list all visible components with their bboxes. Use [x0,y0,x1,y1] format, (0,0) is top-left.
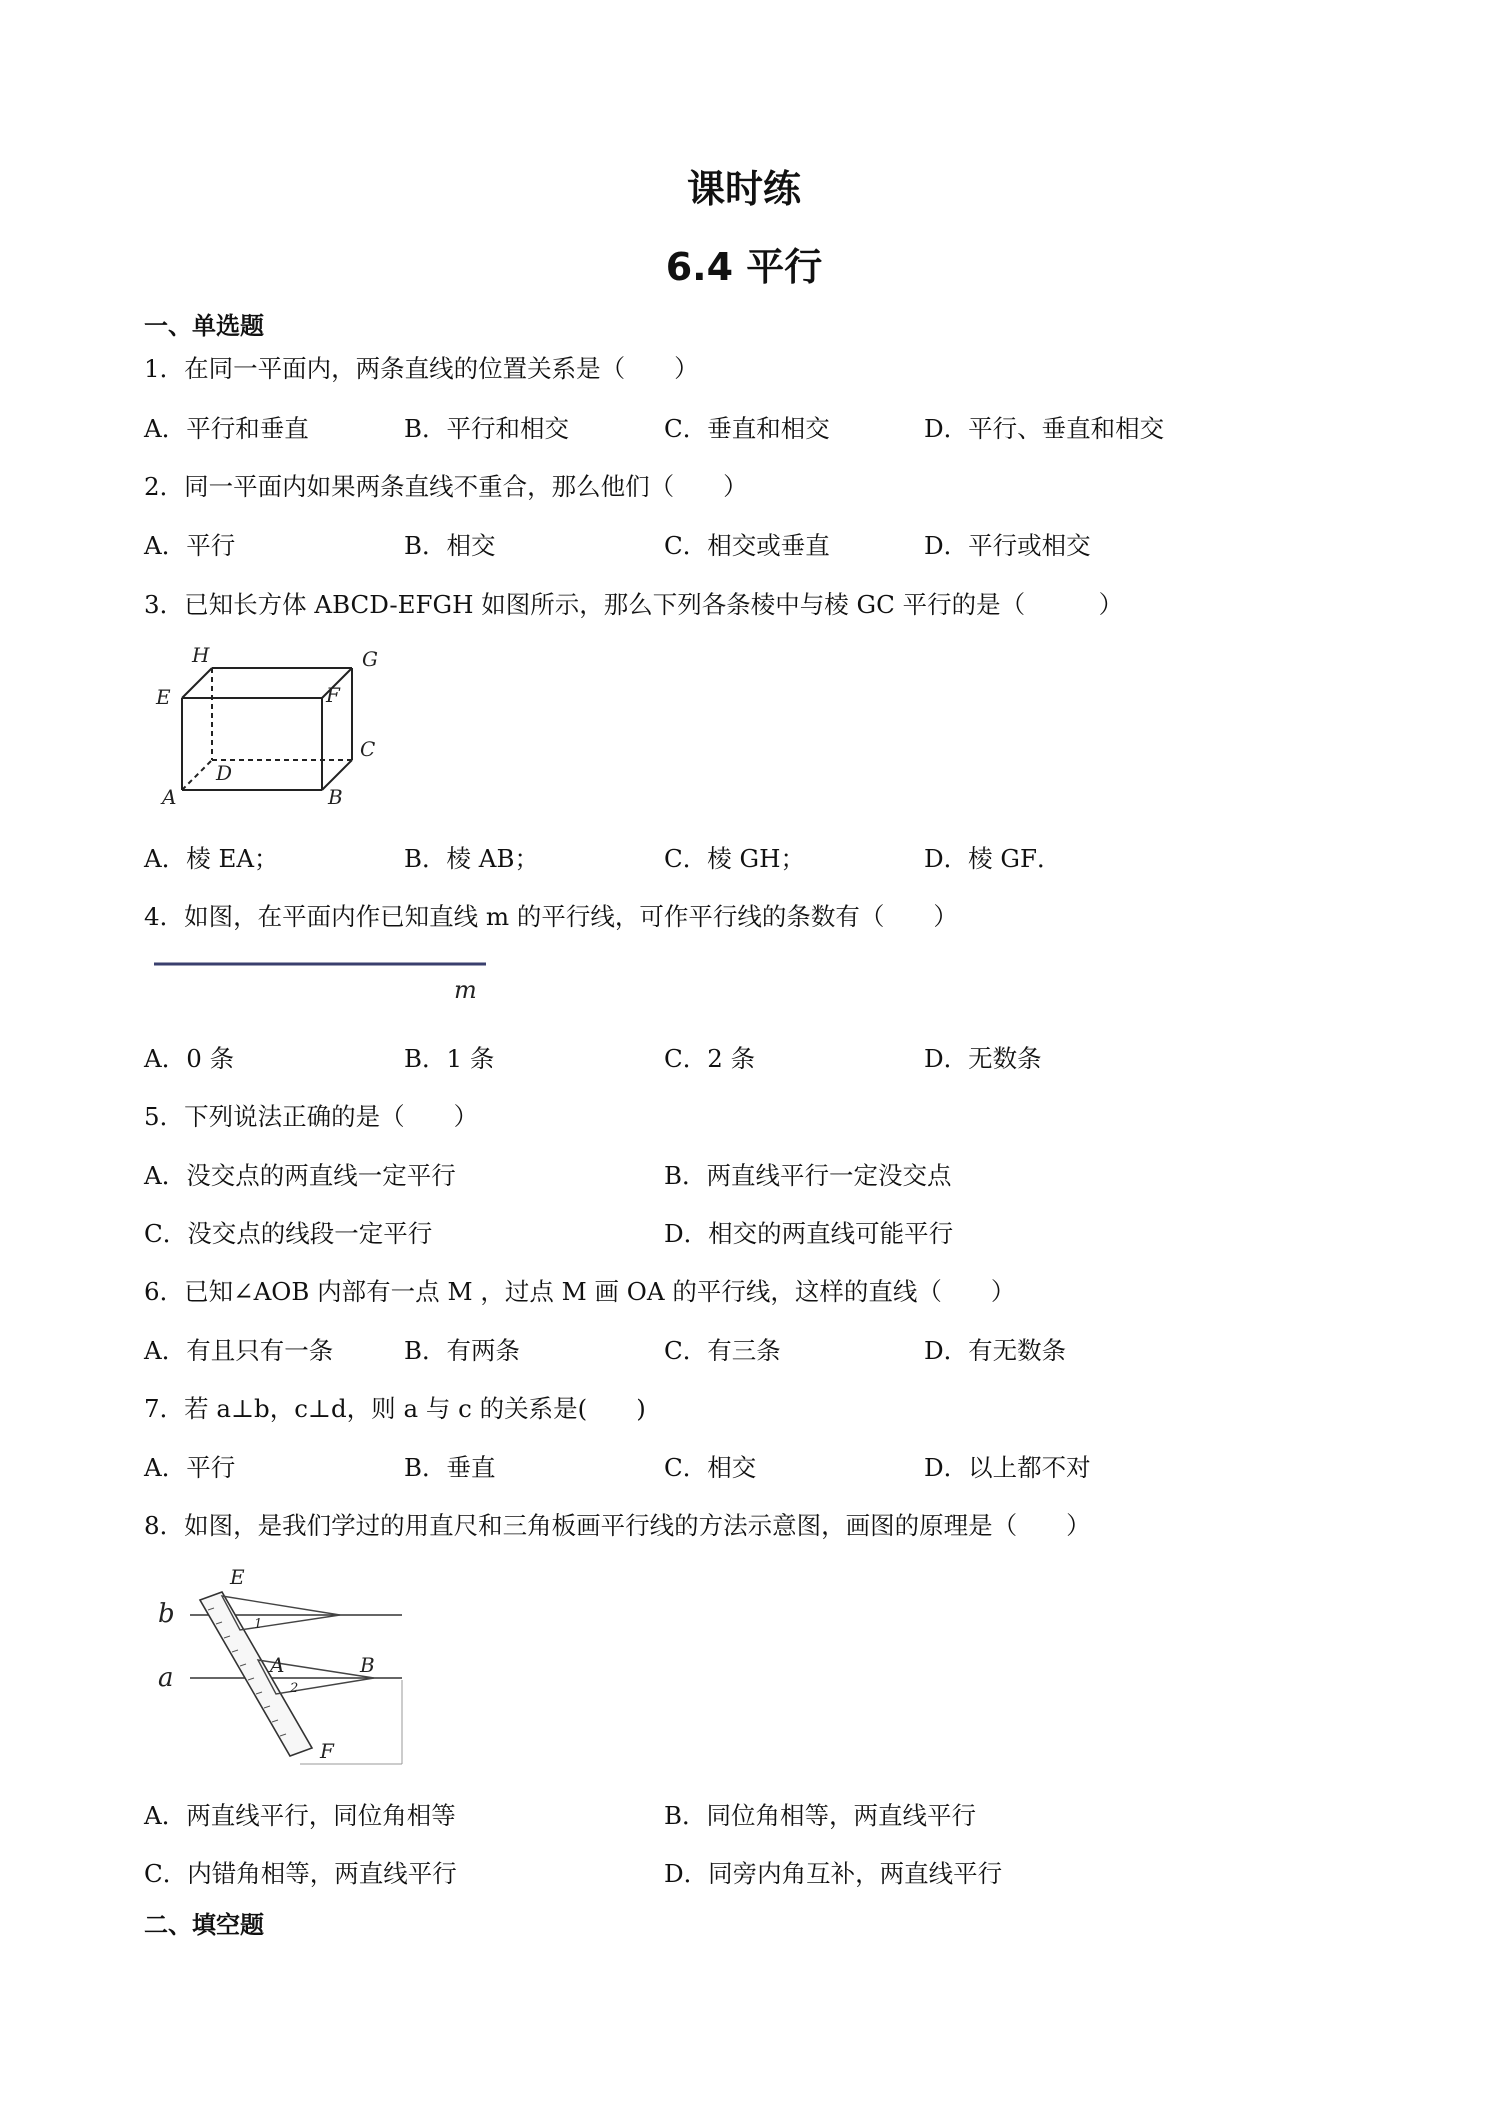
section-heading-single-choice: 一、单选题 [144,312,264,340]
question-stem-3: 3．已知长方体 ABCD-EFGH 如图所示，那么下列各条棱中与棱 GC 平行的是（ ） [144,590,1124,619]
q4-option-a: A．0 条 [144,1044,235,1073]
cuboid-label-h: H [192,643,210,667]
ruler-angle-1: 1 [254,1617,263,1632]
question-stem-1: 1．在同一平面内，两条直线的位置关系是（ ） [144,354,699,383]
q5-option-d: D．相交的两直线可能平行 [664,1219,954,1248]
page-subtitle: 6.4 平行 [665,245,823,289]
q6-option-d: D．有无数条 [924,1336,1067,1365]
ruler-label-a-point: A [270,1653,285,1677]
cuboid-label-b: B [328,785,343,809]
question-stem-5: 5．下列说法正确的是（ ） [144,1102,479,1131]
q6-option-a: A．有且只有一条 [144,1336,334,1365]
q3-option-d: D．棱 GF． [924,844,1062,873]
q1-option-c: C．垂直和相交 [664,414,830,443]
q3-option-b: B．棱 AB； [404,844,539,873]
q4-option-c: C．2 条 [664,1044,756,1073]
q7-option-b: B．垂直 [404,1453,496,1482]
ruler-triangle-figure [150,1560,410,1770]
question-stem-4: 4．如图，在平面内作已知直线 m 的平行线，可作平行线的条数有（ ） [144,902,958,931]
q2-option-d: D．平行或相交 [924,531,1091,560]
page-title: 课时练 [686,167,801,211]
q5-option-a: A．没交点的两直线一定平行 [144,1161,456,1190]
q8-option-d: D．同旁内角互补，两直线平行 [664,1859,1003,1888]
line-m-figure [150,950,490,1010]
ruler-label-f: F [320,1739,334,1763]
cuboid-figure [150,640,390,810]
cuboid-label-c: C [360,737,376,761]
q6-option-c: C．有三条 [664,1336,781,1365]
q8-option-a: A．两直线平行，同位角相等 [144,1801,456,1830]
q7-option-a: A．平行 [144,1453,236,1482]
cuboid-label-a: A [162,785,177,809]
cuboid-label-g: G [362,647,378,671]
ruler-angle-2: 2 [290,1681,299,1696]
cuboid-label-e: E [156,685,171,709]
q1-option-d: D．平行、垂直和相交 [924,414,1165,443]
cuboid-label-f: F [326,683,340,707]
question-stem-7: 7．若 a⊥b，c⊥d，则 a 与 c 的关系是( ) [144,1394,646,1423]
q5-option-b: B．两直线平行一定没交点 [664,1161,952,1190]
question-stem-8: 8．如图，是我们学过的用直尺和三角板画平行线的方法示意图，画图的原理是（ ） [144,1511,1091,1540]
q4-option-d: D．无数条 [924,1044,1042,1073]
q7-option-c: C．相交 [664,1453,757,1482]
question-stem-2: 2．同一平面内如果两条直线不重合，那么他们（ ） [144,472,748,501]
question-stem-6: 6．已知∠AOB 内部有一点 M ，过点 M 画 OA 的平行线，这样的直线（ ） [144,1277,1016,1306]
ruler-label-a: a [158,1663,174,1693]
q1-option-b: B．平行和相交 [404,414,570,443]
ruler-label-b-point: B [360,1653,375,1677]
q7-option-d: D．以上都不对 [924,1453,1091,1482]
q3-option-a: A．棱 EA； [144,844,279,873]
q3-option-c: C．棱 GH； [664,844,805,873]
q8-option-b: B．同位角相等，两直线平行 [664,1801,977,1830]
ruler-label-b: b [158,1599,175,1629]
q1-option-a: A．平行和垂直 [144,414,309,443]
q6-option-b: B．有两条 [404,1336,521,1365]
q5-option-c: C．没交点的线段一定平行 [144,1219,433,1248]
section-heading-fill-blank: 二、填空题 [144,1911,264,1939]
q4-option-b: B．1 条 [404,1044,495,1073]
q8-option-c: C．内错角相等，两直线平行 [144,1859,457,1888]
ruler-label-e: E [230,1565,245,1589]
q2-option-a: A．平行 [144,531,236,560]
q2-option-b: B．相交 [404,531,496,560]
q2-option-c: C．相交或垂直 [664,531,830,560]
line-m-label: m [454,976,477,1004]
cuboid-label-d: D [216,761,233,785]
